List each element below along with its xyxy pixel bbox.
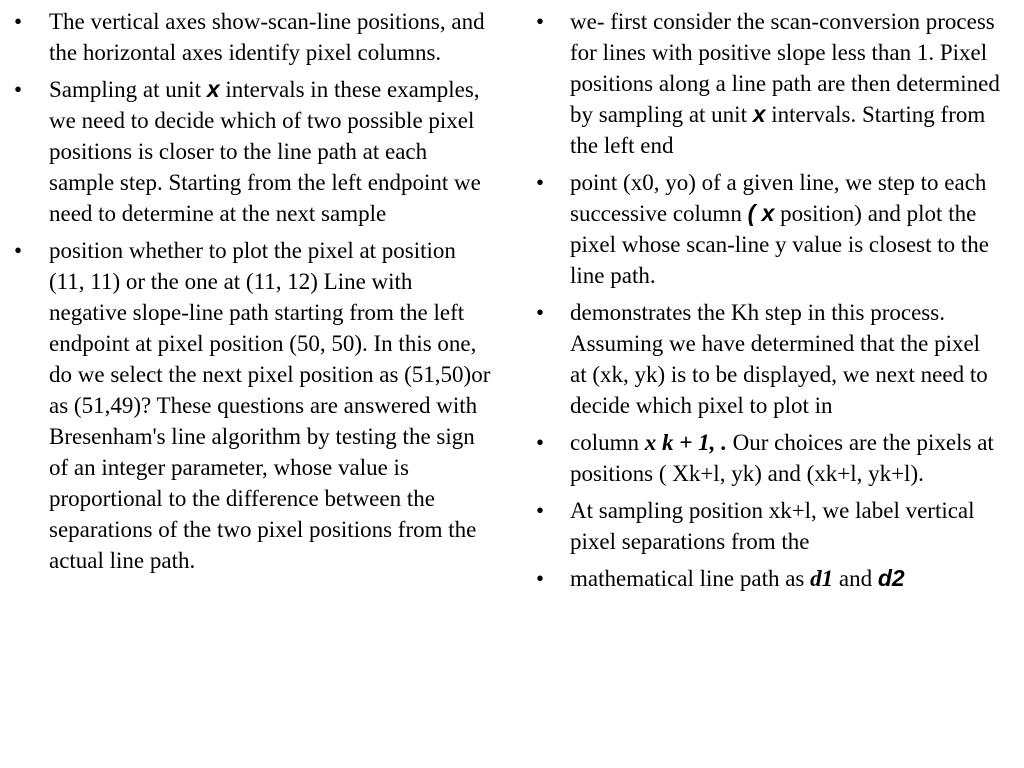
bullet-text: The vertical axes show-scan-line positions, and the horizontal axes identify pixel columns.: [49, 9, 485, 65]
right-bullet-list: [530, 6, 1000, 594]
bullet-text: position whether to plot the pixel at position (11, 11) or the one at (11, 12) Line with negative slope-line path starting from the left endpoint at pixel position (50, 50). In this one, do we select the next pixel position as (51,50)or as (51,49)? These questions are answered with Bresenham's line algorithm by testing the sign of an integer parameter, whose value is proportional to the difference between the separations of the two pixel positions from the actual line path.: [49, 238, 491, 573]
bullet-icon: •: [14, 9, 23, 34]
left-column: [0, 6, 495, 582]
bullet-text-post: intervals. Starting from the left end: [570, 102, 986, 158]
variable-x: x: [752, 101, 766, 127]
list-item: [0, 74, 495, 229]
list-item: [530, 427, 1000, 489]
bullet-icon: •: [14, 77, 23, 102]
bullet-text-mid: and: [833, 566, 878, 591]
bullet-text-pre: we- first consider the scan-conversion process for lines with positive slope less than 1. Pixel positions along a line path are then determined by sampling at unit: [570, 9, 1000, 127]
left-bullet-list: [0, 6, 495, 576]
variable-x-paren: ( x: [747, 200, 775, 226]
variable-d1: d1: [810, 566, 834, 591]
list-item: [530, 6, 1000, 161]
bullet-text: demonstrates the Kh step in this process. Assuming we have determined that the pixel at (xk, yk) is to be displayed, we next need to decide which pixel to plot in: [570, 300, 988, 418]
bullet-text-post: Our choices are the pixels at positions ( Xk+l, yk) and (xk+l, yk+l).: [570, 430, 994, 486]
variable-xk1: x k + 1, .: [644, 430, 727, 455]
bullet-icon: •: [536, 170, 545, 195]
list-item: [530, 495, 1000, 557]
bullet-icon: •: [536, 566, 545, 591]
bullet-text-pre: Sampling at unit: [49, 77, 207, 102]
bullet-icon: •: [14, 238, 23, 263]
list-item: [530, 297, 1000, 421]
bullet-text-pre: point (x0, yo) of a given line, we step to each successive column: [570, 170, 987, 226]
bullet-icon: •: [536, 9, 545, 34]
bullet-icon: •: [536, 300, 545, 325]
right-column: [530, 6, 1000, 600]
bullet-text: At sampling position xk+l, we label vertical pixel separations from the: [570, 498, 975, 554]
list-item: [0, 6, 495, 68]
bullet-icon: •: [536, 430, 545, 455]
bullet-text-post: position) and plot the pixel whose scan-line y value is closest to the line path.: [570, 201, 990, 288]
bullet-text-pre: column: [570, 430, 645, 455]
variable-d2: d2: [877, 565, 905, 591]
bullet-text-post: intervals in these examples, we need to decide which of two possible pixel positions is closer to the line path at each sample step. Starting from the left endpoint we need to determine at the next sample: [49, 77, 481, 226]
bullet-text-pre: mathematical line path as: [570, 566, 811, 591]
list-item: [530, 563, 1000, 594]
list-item: [530, 167, 1000, 291]
list-item: [0, 235, 495, 576]
bullet-icon: •: [536, 498, 545, 523]
variable-x: x: [206, 76, 220, 102]
